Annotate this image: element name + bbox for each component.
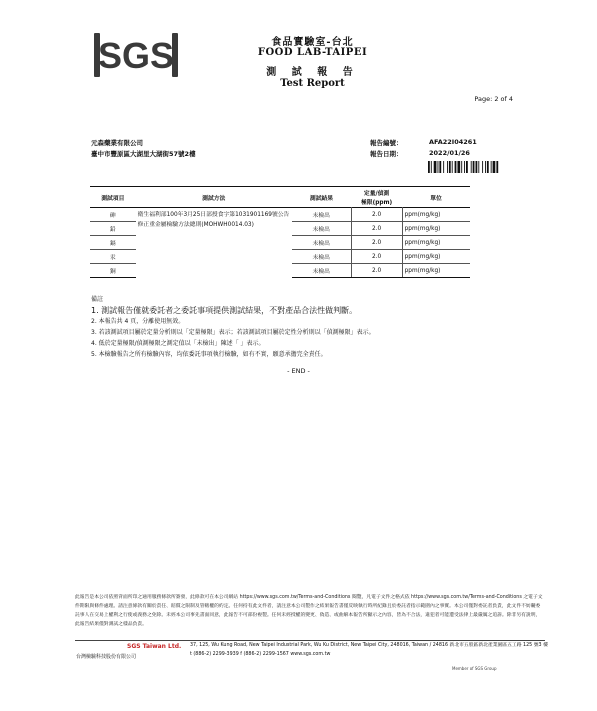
lab-name-zh: 食品實驗室-台北 [271,37,354,48]
cell-unit: ppm(mg/kg) [402,208,470,222]
cell-limit: 2.0 [351,250,402,264]
cell-unit: ppm(mg/kg) [402,250,470,264]
notes-section [91,294,375,360]
report-title-en: Test Report [280,78,345,89]
cell-result: 未檢出 [292,208,351,222]
company-name-zh: 台灣檢驗科技股份有限公司 [76,654,137,660]
note-3: 3. 若該測試項目屬於定量分析則以「定量極限」表示；若該測試項目屬於定性分析則以「偵測極限」表示。 [91,329,375,336]
cell-result: 未檢出 [292,250,351,264]
client-name: 元森藥業有限公司 [91,139,143,147]
address-line: 37, 125, Wu Kung Road, New Taipei Industrial Park, Wu Ku District, New Taipei City, 248016, Taiwan / 24816 新北市五股區新北產業園區五工路 125 號3 樓 [190,643,548,648]
company-address [190,641,550,659]
cell-item: 銅 [90,264,136,278]
cell-limit: 2.0 [351,236,402,250]
note-5: 5. 本檢驗報告之所有檢驗內容，均依委託事項執行檢驗，如有不實，願意承擔完全責任。 [91,351,327,358]
col-header-limit-line1: 定量/偵測 [363,191,390,197]
col-header-unit: 單位 [430,195,442,202]
cell-limit: 2.0 [351,264,402,278]
results-table [90,186,470,278]
contact-line: t (886-2) 2299-3939 f (886-2) 2299-1567 www.sgs.com.tw [190,652,331,657]
col-header-limit [351,187,402,208]
cell-result: 未檢出 [292,236,351,250]
cell-unit: ppm(mg/kg) [402,264,470,278]
col-header-item: 測試項目 [101,195,125,202]
report-title-zh: 測 試 報 告 [266,67,359,78]
table-row [90,208,470,222]
cell-item: 汞 [90,250,136,264]
report-date-label: 報告日期： [370,150,403,158]
lab-name-en: FOOD LAB-TAIPEI [257,47,368,58]
page-number: Page: 2 of 4 [474,95,513,103]
table-header-row [90,187,470,208]
cell-unit: ppm(mg/kg) [402,236,470,250]
note-4: 4. 低於定量極限/偵測極限之測定值以「未檢出」陳述「 」表示。 [91,340,265,347]
col-header-limit-line2: 極限(ppm) [360,200,393,206]
end-marker: - END - [287,367,310,375]
cell-unit: ppm(mg/kg) [402,222,470,236]
report-no-label: 報告編號： [370,139,403,147]
cell-result: 未檢出 [292,222,351,236]
cell-item: 鎘 [90,236,136,250]
col-header-result: 測試結果 [309,195,334,202]
cell-item: 鉛 [90,222,136,236]
member-of-sgs: Member of SGS Group [452,666,497,671]
report-date-value: 2022/01/26 [429,149,470,157]
notes-title: 備註 [91,296,104,303]
cell-method: 衛生福利部100年3月25日部授食字第1031901169號公告修正重金屬檢驗方法總則(MOHWH0014.03) [137,212,290,228]
barcode [428,161,518,173]
client-address: 臺中市豐原區大湖里大湖街57號2樓 [91,150,196,158]
company-name-en: SGS Taiwan Ltd. [127,643,182,650]
cell-limit: 2.0 [351,222,402,236]
note-1: 1. 測試報告僅就委託者之委託事項提供測試結果，不對產品合法性做判斷。 [91,306,358,315]
note-2: 2. 本報告共 4 頁，分離使用無效。 [91,318,185,325]
cell-item: 砷 [90,208,136,222]
svg-text:SGS: SGS [97,35,175,76]
cell-result: 未檢出 [292,264,351,278]
report-no-value: AFA22I04261 [429,138,477,146]
col-header-method: 測試方法 [202,195,226,202]
disclaimer-text: 此報告是本公司依照背面所印之通用服務條款所簽發，此條款可在本公司網站 https://www.sgs.com.tw/Terms-and-Conditions 閱覽，凡電子文件之格式依 https://www.sgs.com.tw/Terms-and-Conditions 之電子文件期限與條件處理。請注意條款有關於責任、賠償之限制及管轄權的約定。任何持有此文件者，請注意本公司製作之結果報告書僅反映執行時所紀錄且於委託者指示範圍內之事實。本公司僅對委託者負責，此文件不妨礙委託事人在交易上權利之行使或義務之免除。未經本公司事先書面同意，此報告不可部份複製。任何未經授權的變更、偽造、或曲解本報告所顯示之內容，皆為不合法，違犯者可能遭受法律上最嚴厲之追訴。除非另有說明，此報告結果僅對測試之樣品負責。 [75,595,543,627]
cell-limit: 2.0 [351,208,402,222]
